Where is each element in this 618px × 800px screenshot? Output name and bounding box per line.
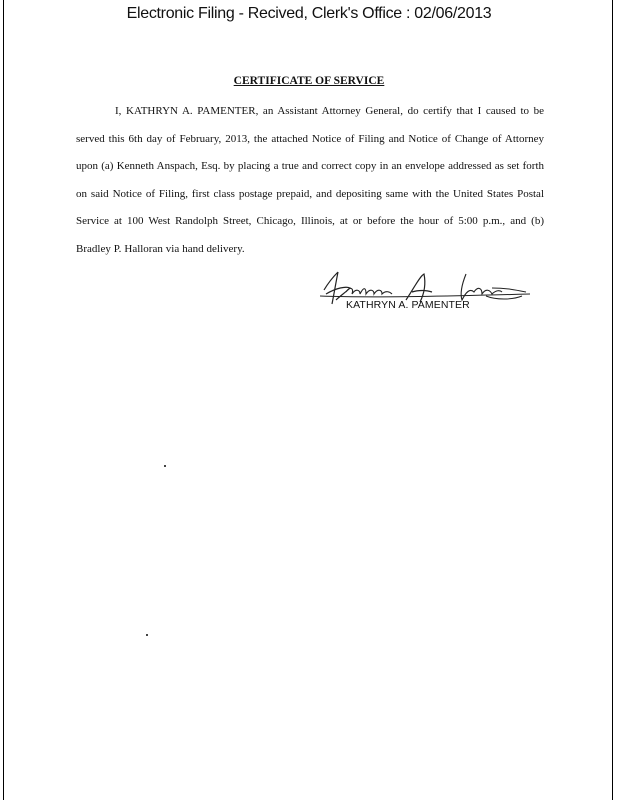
filing-stamp: Electronic Filing - Recived, Clerk's Office : 02/06/2013 bbox=[126, 5, 492, 22]
signer-name: KATHRYN A. PAMENTER bbox=[346, 299, 470, 311]
page-left-border bbox=[3, 0, 4, 800]
scan-speck bbox=[164, 465, 166, 467]
certificate-title: CERTIFICATE OF SERVICE bbox=[233, 75, 385, 87]
scan-speck bbox=[146, 634, 148, 636]
certificate-body: I, KATHRYN A. PAMENTER, an Assistant Attorney General, do certify that I caused to be served this 6th day of February, 2013, the attached Notice of Filing and Notice of Change of Attorney upon (a) Kenneth Anspach, Esq. by placing a true and correct copy in an envelope addressed as set forth on said Notice of Filing, first class postage prepaid, and depositing same with the United States Postal Service at 100 West Randolph Street, Chicago, Illinois, at or before the hour of 5:00 p.m., and (b) Bradley P. Halloran via hand delivery. bbox=[76, 105, 544, 255]
page-right-border bbox=[612, 0, 613, 800]
